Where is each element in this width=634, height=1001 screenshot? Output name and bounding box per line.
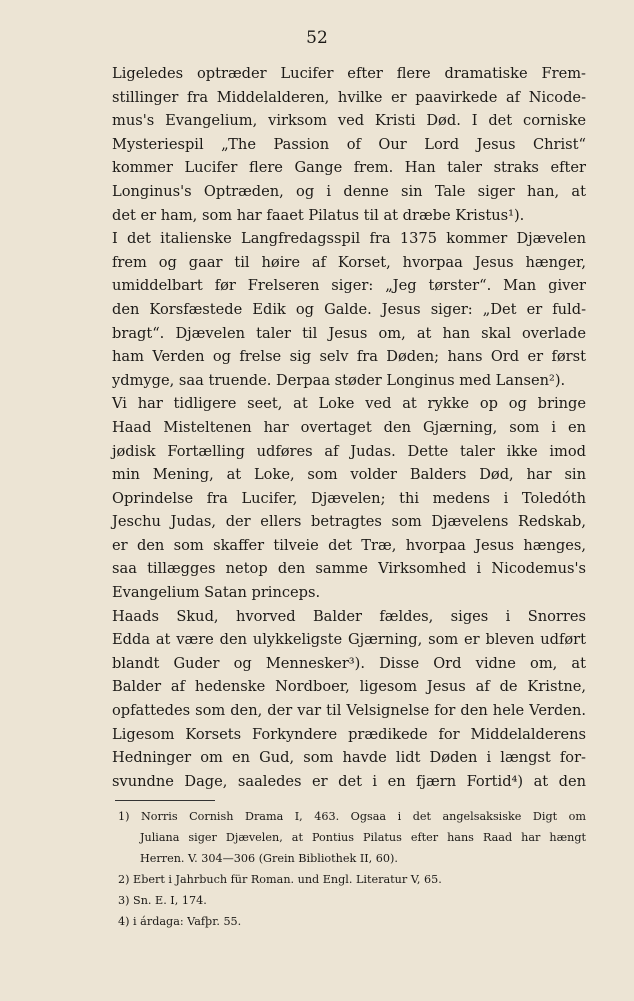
text-line: Mysteriespil „The Passion of Our Lord Jesus Christ“ — [112, 135, 586, 153]
text-line: Ligesom Korsets Forkyndere prædikede for Middelalderens — [112, 725, 586, 743]
footnote-line: Sn. E. I, 174. — [133, 894, 207, 907]
text-line: Haads Skud, hvorved Balder fældes, siges i Snorres — [112, 607, 586, 625]
text-line: svundne Dage, saaledes er det i en fjærn Fortid⁴) at den — [112, 772, 586, 790]
text-line: jødisk Fortælling udføres af Judas. Dette taler ikke imod — [112, 442, 586, 460]
text-line: er den som skaffer tilveie det Træ, hvorpaa Jesus hænges, — [112, 536, 586, 554]
footnote-mark: 2) — [118, 873, 130, 886]
text-line: umiddelbart før Frelseren siger: „Jeg tørster“. Man giver — [112, 277, 586, 295]
footnote-4 — [118, 911, 586, 932]
text-line: Edda at være den ulykkeligste Gjærning, som er bleven udført — [112, 631, 586, 649]
text-line: det er ham, som har faaet Pilatus til at dræbe Kristus¹). — [112, 206, 525, 224]
page-number: 52 — [306, 28, 328, 48]
text-line: Hedninger om en Gud, som havde lidt Døden i længst for- — [112, 749, 586, 767]
text-line: Vi har tidligere seet, at Loke ved at rykke op og bringe — [112, 395, 586, 413]
text-line: saa tillægges netop den samme Virksomhed i Nicodemus's — [112, 560, 586, 578]
text-line: Ligeledes optræder Lucifer efter flere dramatiske Frem- — [112, 65, 586, 82]
footnote-divider — [115, 800, 215, 801]
text-line: ham Verden og frelse sig selv fra Døden; hans Ord er først — [112, 348, 586, 366]
text-line: Balder af hedenske Nordboer, ligesom Jesus af de Kristne, — [112, 678, 586, 696]
text-line: Jeschu Judas, der ellers betragtes som Djævelens Redskab, — [112, 513, 586, 531]
footnote-mark: 4) — [118, 915, 130, 928]
footnote-line: Juliana siger Djævelen, at Pontius Pilatus efter hans Raad har hængt — [140, 831, 586, 844]
body-text — [112, 62, 586, 793]
text-line: kommer Lucifer flere Gange frem. Han taler straks efter — [112, 159, 586, 177]
text-line: min Mening, at Loke, som volder Balders Død, har sin — [112, 466, 586, 484]
text-line: den Korsfæstede Edik og Galde. Jesus siger: „Det er fuld- — [112, 300, 586, 318]
footnote-mark: 3) — [118, 894, 130, 907]
text-line: stillinger fra Middelalderen, hvilke er paavirkede af Nicode- — [112, 88, 586, 106]
text-line: I det italienske Langfredagsspil fra 1375 kommer Djævelen — [112, 230, 586, 248]
text-line: Longinus's Optræden, og i denne sin Tale siger han, at — [112, 182, 586, 200]
text-line: bragt“. Djævelen taler til Jesus om, at han skal overlade — [112, 324, 586, 342]
footnote-2 — [118, 869, 586, 890]
footnote-line: Norris Cornish Drama I, 463. Ogsaa i det angelsaksiske Digt om — [141, 810, 586, 823]
text-line: Oprindelse fra Lucifer, Djævelen; thi medens i Toledóth — [112, 489, 586, 507]
text-line: ydmyge, saa truende. Derpaa støder Longinus med Lansen²). — [112, 371, 566, 389]
footnote-line: i árdaga: Vafþr. 55. — [133, 915, 242, 928]
footnote-line: Herren. V. 304—306 (Grein Bibliothek II, 60). — [140, 852, 398, 865]
text-line: Haad Misteltenen har overtaget den Gjærning, som i en — [112, 418, 586, 436]
text-line: frem og gaar til høire af Korset, hvorpaa Jesus hænger, — [112, 253, 586, 271]
text-line: opfattedes som den, der var til Velsignelse for den hele Verden. — [112, 702, 586, 720]
footnote-line: Ebert i Jahrbuch für Roman. und Engl. Literatur V, 65. — [133, 873, 442, 886]
footnote-3 — [118, 890, 586, 911]
footnote-mark: 1) — [118, 810, 130, 823]
text-line: Evangelium Satan princeps. — [112, 584, 321, 602]
footnotes — [118, 806, 586, 932]
text-line: mus's Evangelium, virksom ved Kristi Død. I det corniske — [112, 112, 586, 130]
text-line: blandt Guder og Mennesker³). Disse Ord vidne om, at — [112, 654, 586, 672]
footnote-1 — [118, 806, 586, 869]
